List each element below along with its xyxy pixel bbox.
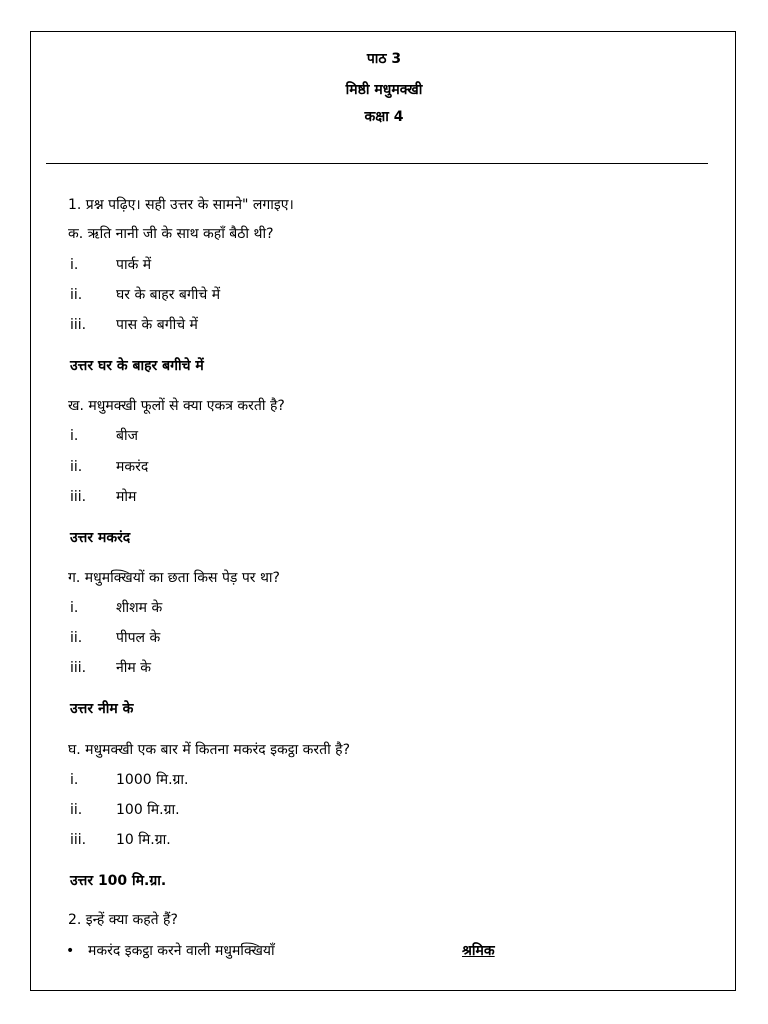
option-text: 100 मि.ग्रा. [116,802,180,818]
option-number: i. [70,772,79,788]
lesson-title: मिष्ठी मधुमक्खी [345,82,423,98]
option-number: iii. [70,660,87,676]
answer-gha: उत्तर 100 मि.ग्रा. [70,873,167,889]
option-text: पास के बगीचे में [116,317,198,333]
option-number: iii. [70,489,87,505]
question-gha: घ. मधुमक्खी एक बार में कितना मकरंद इकट्ठा करती है? [68,742,351,758]
option-text: घर के बाहर बगीचे में [116,287,221,303]
q2-item-answer: श्रमिक [462,943,495,959]
option-number: i. [70,257,79,273]
option-text: पार्क में [116,257,152,273]
option-text: मकरंद [116,459,149,475]
option-text: नीम के [116,660,151,676]
q2-item-text: मकरंद इकट्ठा करने वाली मधुमक्खियाँ [88,943,275,959]
option-text: मोम [116,489,137,505]
option-number: iii. [70,832,87,848]
header-divider [46,163,708,164]
option-text: शीशम के [116,600,163,616]
question-kha: ख. मधुमक्खी फूलों से क्या एकत्र करती है? [68,398,285,414]
question-ka: क. ऋति नानी जी के साथ कहाँ बैठी थी? [68,226,274,242]
option-number: i. [70,428,79,444]
option-text: 10 मि.ग्रा. [116,832,171,848]
option-number: ii. [70,630,83,646]
option-text: बीज [116,428,139,444]
class-label: कक्षा 4 [364,109,404,125]
option-number: ii. [70,287,83,303]
q2-instruction: 2. इन्हें क्या कहते हैं? [68,912,178,928]
option-text: पीपल के [116,630,161,646]
option-number: i. [70,600,79,616]
option-number: ii. [70,459,83,475]
lesson-number: पाठ 3 [366,51,402,67]
option-text: 1000 मि.ग्रा. [116,772,189,788]
option-number: ii. [70,802,83,818]
answer-ka: उत्तर घर के बाहर बगीचे में [70,358,204,374]
question-ga: ग. मधुमक्खियों का छता किस पेड़ पर था? [68,570,280,586]
q1-instruction: 1. प्रश्न पढ़िए। सही उत्तर के सामने" लगाइए। [68,197,294,213]
option-number: iii. [70,317,87,333]
answer-kha: उत्तर मकरंद [70,530,131,546]
answer-ga: उत्तर नीम के [70,701,134,717]
bullet-icon: • [66,943,75,959]
